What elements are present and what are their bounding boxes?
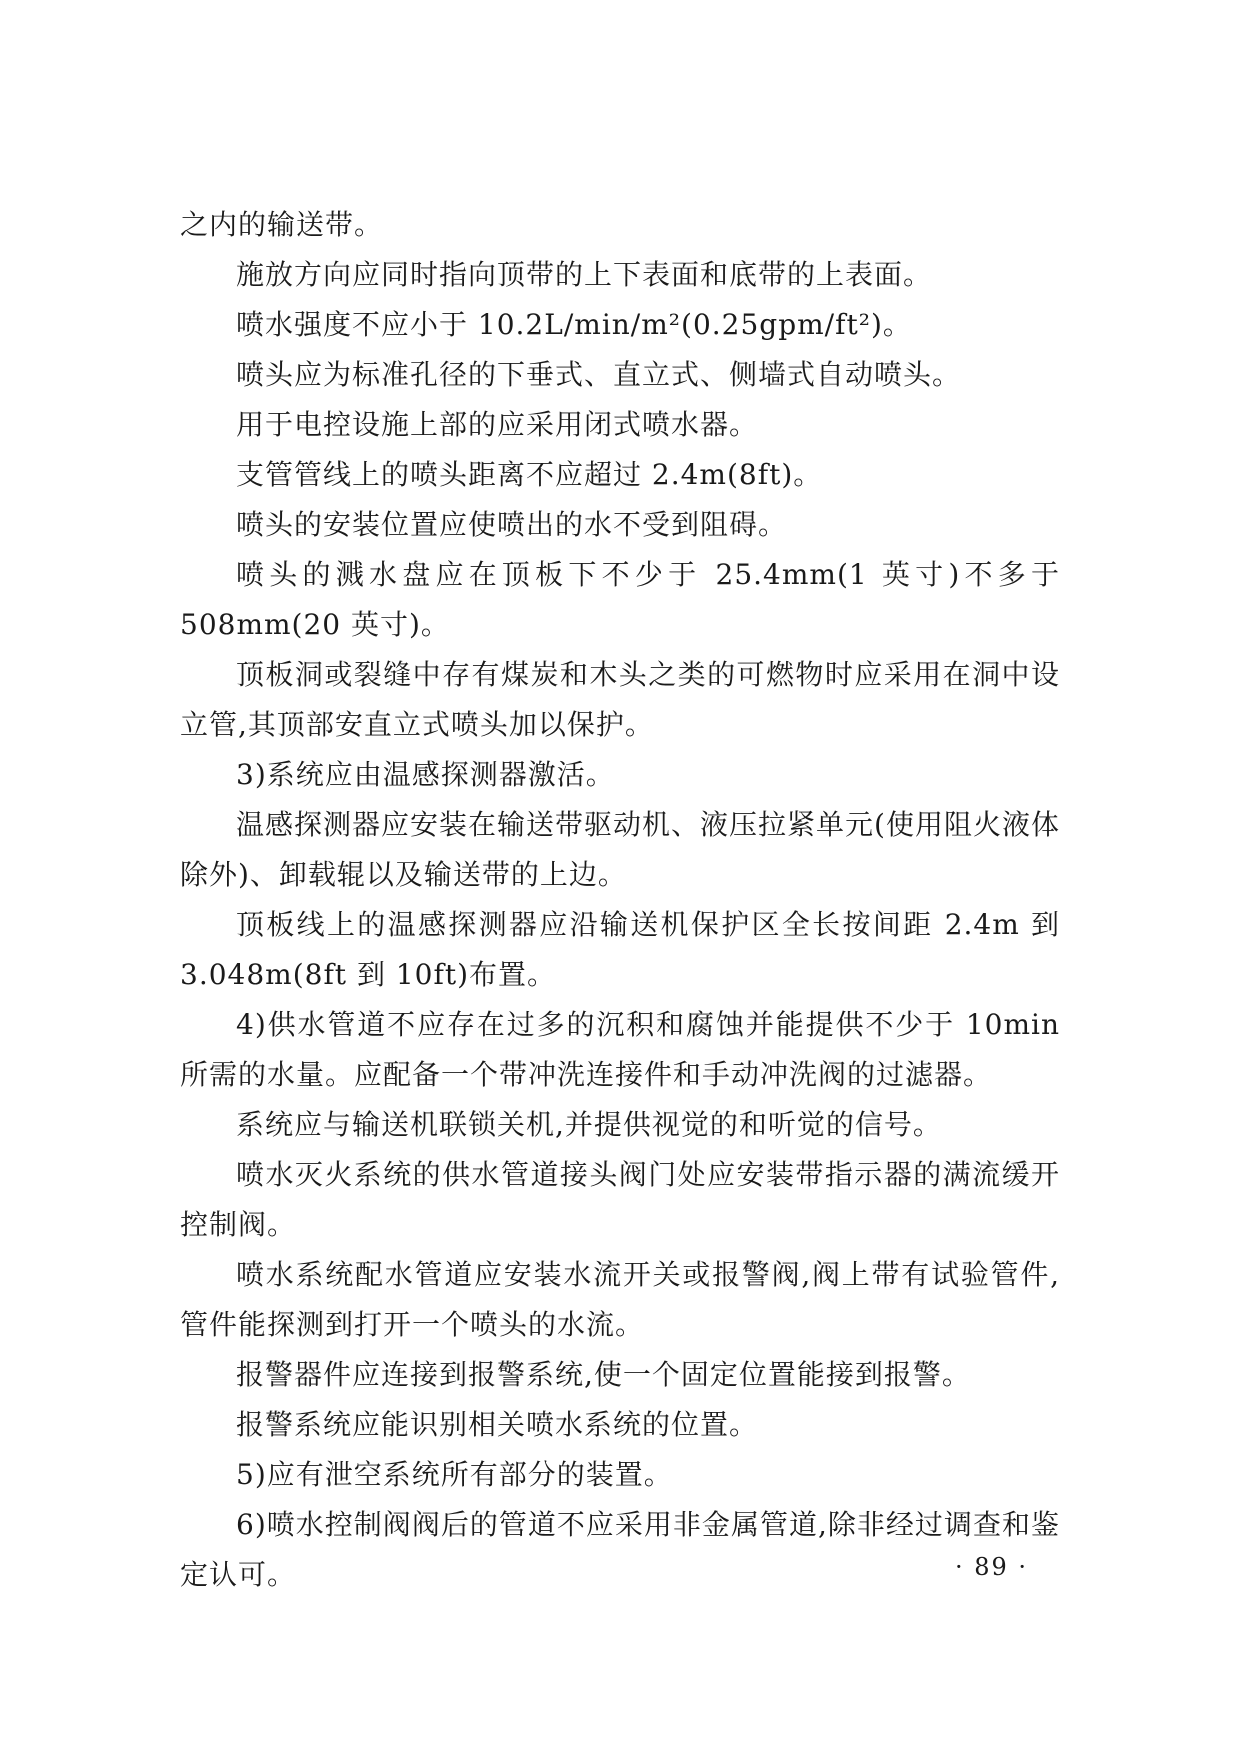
paragraph: 支管管线上的喷头距离不应超过 2.4m(8ft)。	[236, 458, 823, 491]
paragraph: 喷头应为标准孔径的下垂式、直立式、侧墙式自动喷头。	[236, 358, 962, 391]
paragraph: 喷水灭火系统的供水管道接头阀门处应安装带指示器的满流缓开控制阀。	[180, 1158, 1060, 1241]
paragraph: 温感探测器应安装在输送带驱动机、液压拉紧单元(使用阻火液体除外)、卸载辊以及输送带的上边。	[180, 808, 1060, 891]
paragraph: 用于电控设施上部的应采用闭式喷水器。	[236, 408, 759, 441]
paragraph: 喷水系统配水管道应安装水流开关或报警阀,阀上带有试验管件,管件能探测到打开一个喷头的水流。	[180, 1258, 1060, 1341]
paragraph: 顶板线上的温感探测器应沿输送机保护区全长按间距 2.4m 到 3.048m(8ft 到 10ft)布置。	[180, 908, 1060, 991]
paragraph: 3)系统应由温感探测器激活。	[236, 758, 615, 791]
paragraph-continuation: 之内的输送带。	[180, 208, 384, 241]
page-number: · 89 ·	[955, 1553, 1029, 1581]
paragraph: 报警系统应能识别相关喷水系统的位置。	[236, 1408, 759, 1441]
paragraph: 4)供水管道不应存在过多的沉积和腐蚀并能提供不少于 10min 所需的水量。应配备一个带冲洗连接件和手动冲洗阀的过滤器。	[180, 1008, 1060, 1091]
paragraph: 喷水强度不应小于 10.2L/min/m²(0.25gpm/ft²)。	[236, 308, 912, 341]
paragraph: 喷头的溅水盘应在顶板下不少于 25.4mm(1 英寸)不多于 508mm(20 英寸)。	[180, 558, 1060, 641]
paragraph: 6)喷水控制阀阀后的管道不应采用非金属管道,除非经过调查和鉴定认可。	[180, 1508, 1060, 1591]
paragraph: 施放方向应同时指向顶带的上下表面和底带的上表面。	[236, 258, 933, 291]
paragraph: 喷头的安装位置应使喷出的水不受到阻碍。	[236, 508, 788, 541]
paragraph: 系统应与输送机联锁关机,并提供视觉的和听觉的信号。	[236, 1108, 942, 1141]
body-text	[180, 200, 1060, 1600]
paragraph: 报警器件应连接到报警系统,使一个固定位置能接到报警。	[236, 1358, 971, 1391]
paragraph: 顶板洞或裂缝中存有煤炭和木头之类的可燃物时应采用在洞中设立管,其顶部安直立式喷头加以保护。	[180, 658, 1060, 741]
paragraph: 5)应有泄空系统所有部分的装置。	[236, 1458, 673, 1491]
